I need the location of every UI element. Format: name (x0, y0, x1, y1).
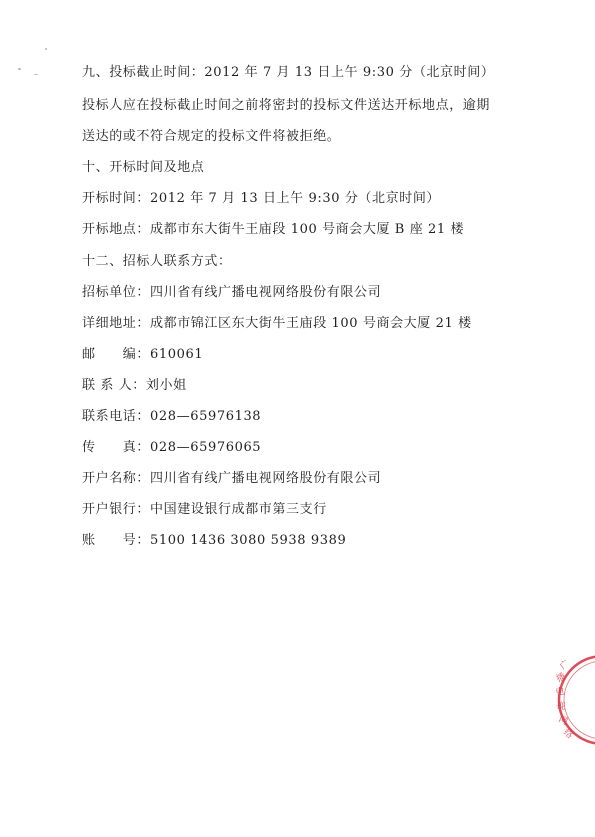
account-number: 账 号：5100 1436 3080 5938 9389 (82, 533, 347, 548)
svg-text:广: 广 (558, 658, 572, 673)
svg-text:电: 电 (555, 686, 566, 698)
tenderer-address: 详细地址：成都市锦江区东大街牛王庙段 100 号商会大厦 21 楼 (82, 316, 472, 331)
postal-code: 邮 编：610061 (82, 347, 204, 362)
svg-text:络: 络 (560, 727, 575, 742)
tenderer-unit: 招标单位：四川省有线广播电视网络股份有限公司 (82, 285, 382, 300)
scan-speck (45, 48, 47, 50)
section-10-heading: 十、开标时间及地点 (82, 160, 205, 175)
svg-text:网: 网 (556, 714, 570, 728)
contact-phone: 联系电话：028—65976138 (82, 409, 262, 424)
section-12-heading: 十二、招标人联系方式： (82, 254, 232, 269)
fax-number: 传 真：028—65976065 (82, 440, 262, 455)
section-9-body-line-2: 送达的或不符合规定的投标文件将被拒绝。 (82, 129, 341, 144)
section-9-heading: 九、投标截止时间：2012 年 7 月 13 日上午 9:30 分（北京时间） (82, 65, 495, 80)
account-bank: 开户银行：中国建设银行成都市第三支行 (82, 502, 327, 517)
svg-text:播: 播 (555, 671, 568, 685)
opening-time: 开标时间：2012 年 7 月 13 日上午 9:30 分（北京时间） (82, 191, 441, 206)
svg-text:视: 视 (555, 701, 566, 713)
scan-speck (18, 68, 21, 70)
company-seal-stamp (547, 648, 595, 748)
scan-speck (34, 74, 38, 75)
section-9-body-line-1: 投标人应在投标截止时间之前将密封的投标文件送达开标地点，逾期 (82, 98, 491, 113)
seal-graphic (547, 648, 595, 748)
contact-person: 联 系 人：刘小姐 (82, 378, 187, 393)
account-name: 开户名称：四川省有线广播电视网络股份有限公司 (82, 471, 382, 486)
opening-location: 开标地点：成都市东大街牛王庙段 100 号商会大厦 B 座 21 楼 (82, 222, 465, 237)
